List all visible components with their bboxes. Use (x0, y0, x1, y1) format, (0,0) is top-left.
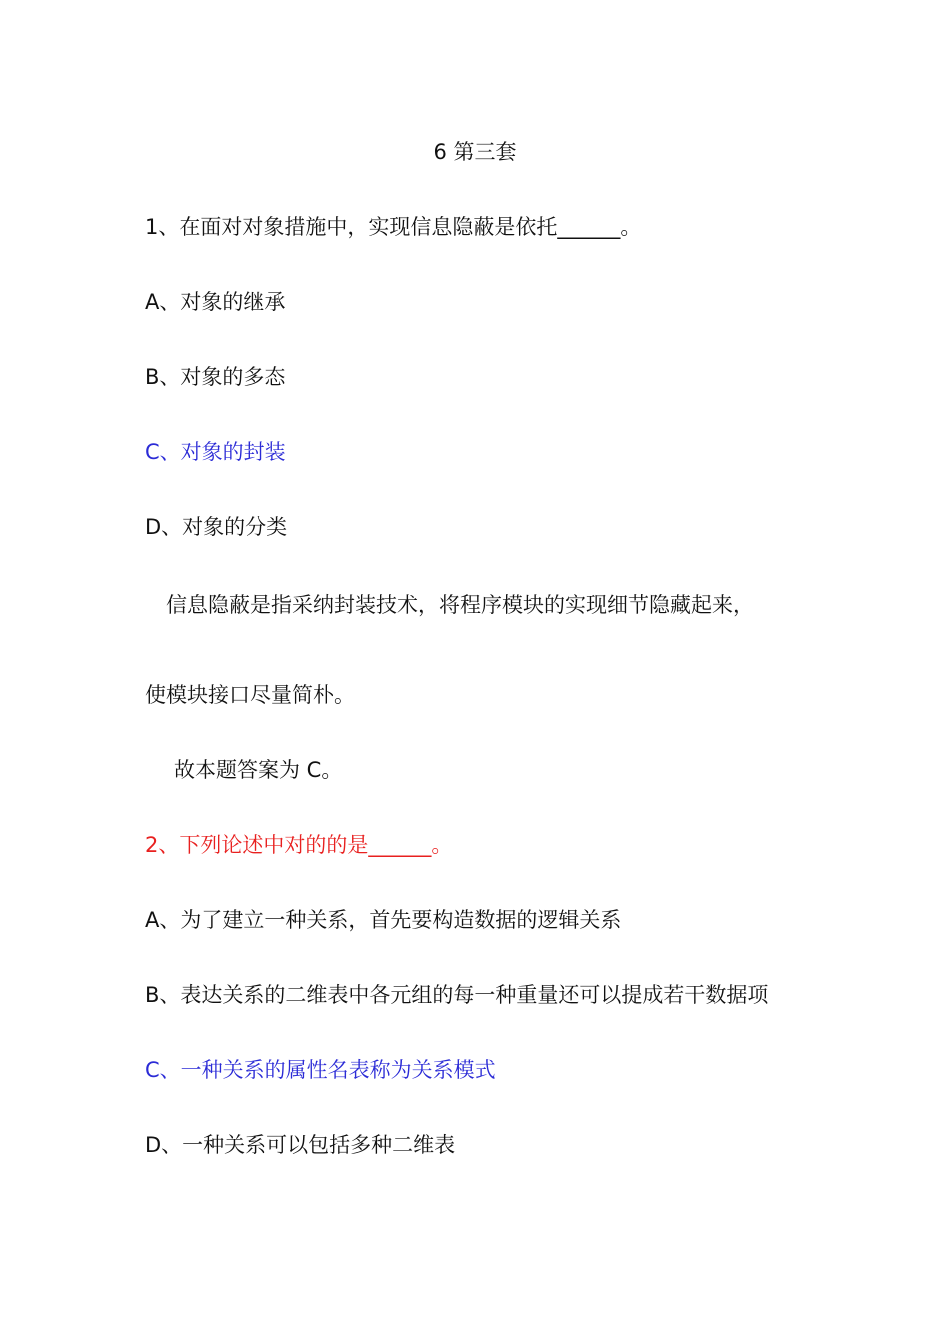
question-2: 2、下列论述中对的的是______。 (145, 833, 453, 857)
q1-option-b: B、对象的多态 (145, 365, 286, 389)
q1-option-d: D、对象的分类 (145, 515, 288, 539)
q1-explanation-line-2: 使模块接口尽量简朴。 (145, 683, 355, 707)
page-title: 6 第三套 (433, 140, 517, 164)
q1-option-c-correct: C、对象的封装 (145, 440, 286, 464)
q2-option-d: D、一种关系可以包括多种二维表 (145, 1133, 456, 1157)
q1-explanation-line-1: 信息隐蔽是指采纳封装技术，将程序模块的实现细节隐藏起来， (166, 593, 754, 617)
q2-option-b: B、表达关系的二维表中各元组的每一种重量还可以提成若干数据项 (145, 983, 769, 1007)
q2-option-c-correct: C、一种关系的属性名表称为关系模式 (145, 1058, 496, 1082)
q2-option-a: A、为了建立一种关系，首先要构造数据的逻辑关系 (145, 908, 622, 932)
q1-answer: 故本题答案为 C。 (174, 758, 343, 782)
question-1: 1、在面对对象措施中，实现信息隐蔽是依托______。 (145, 215, 642, 239)
q1-option-a: A、对象的继承 (145, 290, 286, 314)
